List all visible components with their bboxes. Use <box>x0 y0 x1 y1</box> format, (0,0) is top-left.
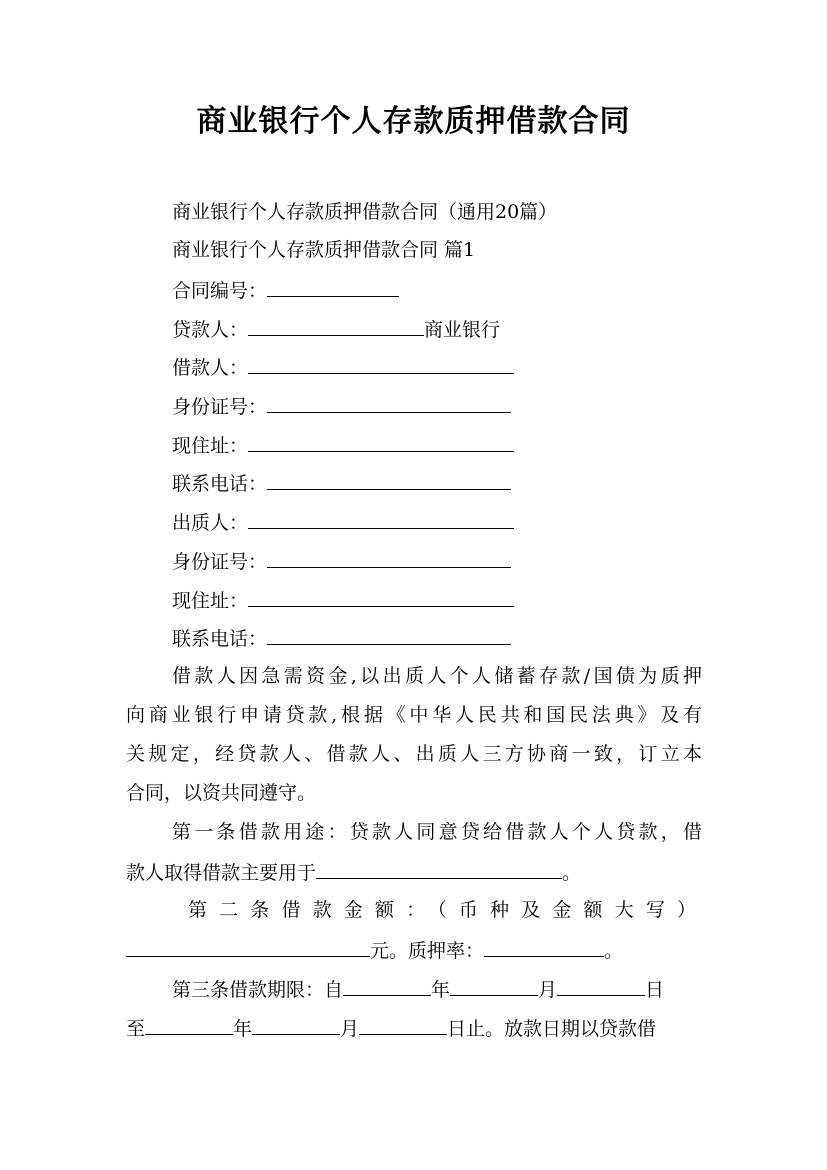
blank-line <box>316 858 562 879</box>
field-borrower <box>172 353 514 381</box>
field-phone-1 <box>172 469 511 497</box>
article-text: 月 <box>538 979 558 1001</box>
paragraph-line: 关规定，经贷款人、借款人、出质人三方协商一致，订立本 <box>126 743 702 765</box>
blank-line <box>126 936 370 957</box>
article-1-line: 第一条借款用途：贷款人同意贷给借款人个人贷款，借 <box>172 821 702 843</box>
field-label: 联系电话： <box>172 628 268 650</box>
field-pledgor <box>172 508 514 536</box>
blank-line <box>248 508 514 529</box>
blank-line <box>484 936 604 957</box>
article-text: 年 <box>431 979 451 1001</box>
blank-line <box>343 975 431 996</box>
blank-line <box>267 469 511 490</box>
article-text: 款人取得借款主要用于 <box>126 862 317 884</box>
field-label: 现住址： <box>172 590 249 612</box>
field-label: 出质人： <box>172 512 249 534</box>
article-text: 第三条借款期限：自 <box>172 979 344 1001</box>
article-2-line: 第二条借款金额：（币种及金额大写） <box>188 899 696 921</box>
field-label: 身份证号： <box>172 396 268 418</box>
field-lender <box>172 315 500 343</box>
article-text: 。 <box>604 940 624 962</box>
article-3-line <box>172 975 664 1003</box>
blank-line <box>267 624 511 645</box>
article-text: 元。质押率： <box>370 940 485 962</box>
part-heading: 商业银行个人存款质押借款合同 篇1 <box>172 239 476 261</box>
document-title: 商业银行个人存款质押借款合同 <box>196 104 631 139</box>
blank-line <box>267 392 511 413</box>
article-2-line <box>126 936 623 964</box>
field-label: 身份证号： <box>172 551 268 573</box>
document-subtitle: 商业银行个人存款质押借款合同（通用20篇） <box>172 201 558 223</box>
field-label: 合同编号： <box>172 280 268 302</box>
article-3-line <box>126 1014 656 1042</box>
field-id-no-2 <box>172 547 511 575</box>
paragraph-line: 借款人因急需资金,以出质人个人储蓄存款/国债为质押 <box>172 665 702 687</box>
paragraph-line: 向商业银行申请贷款,根据《中华人民共和国民法典》及有 <box>126 704 702 726</box>
article-text: 年 <box>233 1018 253 1040</box>
article-1-line <box>126 858 581 886</box>
field-label: 联系电话： <box>172 473 268 495</box>
article-text: 月 <box>340 1018 360 1040</box>
lender-suffix: 商业银行 <box>424 319 501 341</box>
field-label: 借款人： <box>172 357 249 379</box>
field-contract-no <box>172 276 399 304</box>
article-text: 。 <box>562 862 582 884</box>
article-text: 日止。放款日期以贷款借 <box>447 1018 657 1040</box>
field-address-2 <box>172 586 514 614</box>
field-phone-2 <box>172 624 511 652</box>
field-id-no-1 <box>172 392 511 420</box>
blank-line <box>145 1014 233 1035</box>
blank-line <box>267 547 511 568</box>
blank-line <box>252 1014 340 1035</box>
blank-line <box>267 276 399 297</box>
field-address-1 <box>172 431 514 459</box>
blank-line <box>248 586 514 607</box>
blank-line <box>248 431 514 452</box>
blank-line <box>557 975 645 996</box>
paragraph-line: 合同，以资共同遵守。 <box>126 782 317 804</box>
field-label: 现住址： <box>172 435 249 457</box>
blank-line <box>359 1014 447 1035</box>
field-label: 贷款人： <box>172 319 249 341</box>
article-text: 至 <box>126 1018 146 1040</box>
article-text: 日 <box>645 979 665 1001</box>
blank-line <box>248 315 424 336</box>
blank-line <box>248 353 514 374</box>
blank-line <box>450 975 538 996</box>
